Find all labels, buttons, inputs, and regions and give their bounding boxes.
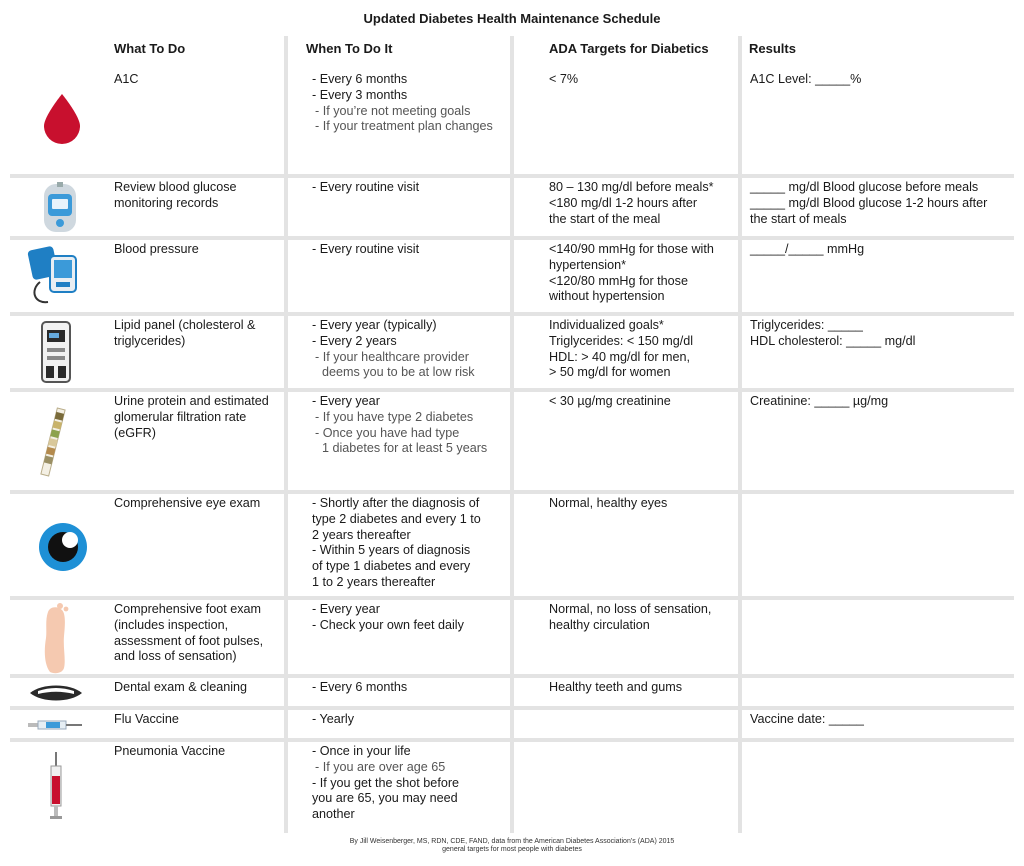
results-cell-line: Triglycerides: _____: [750, 318, 863, 332]
results-cell-line: _____ mg/dl Blood glucose 1-2 hours after: [750, 195, 988, 210]
what-to-do-cell-line: Review blood glucose: [114, 180, 237, 194]
when-to-do-it-cell: [284, 70, 510, 174]
ada-target-cell-line: Normal, no loss of sensation,: [549, 602, 712, 616]
when-to-do-it-cell-line: - Every 2 years: [312, 333, 397, 348]
results-cell-line: A1C Level: _____%: [750, 72, 862, 86]
table-row: [10, 678, 1014, 710]
header-divider: [284, 36, 288, 70]
when-to-do-it-cell: [284, 392, 510, 490]
ada-target-cell-line: the start of the meal: [549, 211, 661, 226]
blood-pressure-cuff-icon: [26, 244, 82, 313]
what-to-do-cell-line: Dental exam & cleaning: [114, 680, 248, 694]
when-to-do-it-cell-line: - Every year (typically): [312, 318, 437, 332]
when-to-do-it-cell-line: - Every year: [312, 602, 380, 616]
what-to-do-cell-line: Blood pressure: [114, 242, 199, 256]
ada-target-cell: [510, 678, 738, 706]
results-cell-line: HDL cholesterol: _____ mg/dl: [750, 333, 916, 348]
ada-target-cell: [510, 70, 738, 174]
ada-target-cell: [510, 710, 738, 738]
when-to-do-it-cell-line: - If you have type 2 diabetes: [315, 409, 474, 424]
ada-target-cell-line: <120/80 mmHg for those: [549, 273, 688, 288]
when-to-do-it-cell-line: 1 diabetes for at least 5 years: [315, 441, 488, 456]
results-cell: [738, 678, 1014, 706]
what-to-do-cell-line: Pneumonia Vaccine: [114, 744, 226, 758]
mouth-icon: [28, 683, 84, 708]
ada-target-cell: [510, 240, 738, 312]
what-to-do-cell-line: triglycerides): [114, 333, 186, 348]
what-to-do-cell-line: Urine protein and estimated: [114, 394, 269, 408]
what-to-do-cell-line: Comprehensive foot exam: [114, 602, 261, 616]
header-divider: [738, 36, 742, 70]
when-to-do-it-cell: [284, 178, 510, 236]
header-when-to-do-it: When To Do It: [306, 41, 393, 56]
ada-target-cell-line: < 30 µg/mg creatinine: [549, 394, 671, 408]
ada-target-cell: [510, 316, 738, 388]
when-to-do-it-cell-line: of type 1 diabetes and every: [312, 559, 471, 574]
blood-drop-icon: [40, 92, 84, 149]
syringe-icon: [28, 718, 84, 737]
table-row: [10, 742, 1014, 837]
table-row: [10, 70, 1014, 178]
what-to-do-cell: [114, 600, 284, 674]
when-to-do-it-cell-line: - Shortly after the diagnosis of: [312, 496, 480, 510]
results-cell: [738, 494, 1014, 596]
when-to-do-it-cell-line: type 2 diabetes and every 1 to: [312, 511, 481, 526]
when-to-do-it-cell: [284, 678, 510, 706]
results-cell: [738, 178, 1014, 236]
ada-target-cell-line: Normal, healthy eyes: [549, 496, 668, 510]
ada-target-cell: [510, 742, 738, 833]
row-icon-cell: [10, 710, 104, 738]
results-cell: [738, 710, 1014, 738]
table-row: [10, 316, 1014, 392]
table-row: [10, 710, 1014, 742]
ada-target-cell-line: > 50 mg/dl for women: [549, 365, 671, 380]
when-to-do-it-cell: [284, 710, 510, 738]
ada-target-cell-line: <140/90 mmHg for those with: [549, 242, 714, 256]
what-to-do-cell: [114, 710, 284, 738]
when-to-do-it-cell-line: - If you are over age 65: [315, 759, 446, 774]
what-to-do-cell: [114, 494, 284, 596]
when-to-do-it-cell-line: - If your healthcare provider: [315, 349, 469, 364]
what-to-do-cell-line: (eGFR): [114, 425, 156, 440]
when-to-do-it-cell-line: 2 years thereafter: [312, 527, 411, 542]
results-cell-line: _____/_____ mmHg: [750, 242, 865, 256]
results-cell-line: Creatinine: _____ µg/mg: [750, 394, 889, 408]
what-to-do-cell-line: (includes inspection,: [114, 617, 229, 632]
results-cell: [738, 70, 1014, 174]
when-to-do-it-cell-line: - Every year: [312, 394, 380, 408]
header-divider: [510, 36, 514, 70]
row-icon-cell: [10, 392, 104, 490]
when-to-do-it-cell-line: - Check your own feet daily: [312, 617, 464, 632]
when-to-do-it-cell-line: deems you to be at low risk: [315, 365, 475, 380]
ada-target-cell-line: Triglycerides: < 150 mg/dl: [549, 333, 694, 348]
footer-note: general targets for most people with diabetes: [442, 846, 582, 853]
when-to-do-it-cell: [284, 600, 510, 674]
when-to-do-it-cell-line: you are 65, you may need: [312, 791, 458, 806]
table-row: [10, 392, 1014, 494]
what-to-do-cell-line: monitoring records: [114, 195, 219, 210]
what-to-do-cell-line: assessment of foot pulses,: [114, 633, 264, 648]
glucose-meter-icon: [40, 182, 80, 239]
table-row: [10, 240, 1014, 316]
when-to-do-it-cell-line: - Every 3 months: [312, 87, 408, 102]
when-to-do-it-cell-line: - Within 5 years of diagnosis: [312, 543, 471, 558]
when-to-do-it-cell: [284, 316, 510, 388]
when-to-do-it-cell-line: another: [312, 807, 355, 822]
what-to-do-cell: [114, 742, 284, 833]
ada-target-cell: [510, 600, 738, 674]
ada-target-cell: [510, 494, 738, 596]
when-to-do-it-cell-line: - Yearly: [312, 712, 355, 726]
ada-target-cell: [510, 392, 738, 490]
what-to-do-cell: [114, 178, 284, 236]
row-icon-cell: [10, 70, 104, 174]
foot-icon: [40, 602, 74, 679]
when-to-do-it-cell-line: - Once you have had type: [315, 425, 460, 440]
ada-target-cell-line: without hypertension: [549, 289, 665, 304]
ada-target-cell-line: <180 mg/dl 1-2 hours after: [549, 195, 698, 210]
when-to-do-it-cell-line: - Every 6 months: [312, 680, 408, 694]
what-to-do-cell: [114, 316, 284, 388]
results-cell: [738, 742, 1014, 833]
row-icon-cell: [10, 316, 104, 388]
results-cell: [738, 316, 1014, 388]
ada-target-cell-line: HDL: > 40 mg/dl for men,: [549, 349, 691, 364]
results-cell: [738, 600, 1014, 674]
header-ada-targets: ADA Targets for Diabetics: [549, 41, 709, 56]
when-to-do-it-cell-line: - Once in your life: [312, 744, 411, 758]
urine-test-strip-icon: [38, 406, 68, 483]
when-to-do-it-cell-line: - If your treatment plan changes: [315, 119, 493, 134]
when-to-do-it-cell-line: - If you’re not meeting goals: [315, 103, 471, 118]
row-icon-cell: [10, 178, 104, 236]
table-row: [10, 178, 1014, 240]
when-to-do-it-cell-line: - Every routine visit: [312, 242, 420, 256]
ada-target-cell-line: < 7%: [549, 72, 579, 86]
vertical-syringe-icon: [48, 752, 64, 827]
results-cell-line: Vaccine date: _____: [750, 712, 864, 726]
what-to-do-cell-line: Flu Vaccine: [114, 712, 179, 726]
row-icon-cell: [10, 494, 104, 596]
header-results: Results: [749, 41, 796, 56]
ada-target-cell-line: Healthy teeth and gums: [549, 680, 683, 694]
when-to-do-it-cell-line: 1 to 2 years thereafter: [312, 574, 436, 589]
when-to-do-it-cell: [284, 240, 510, 312]
row-icon-cell: [10, 600, 104, 674]
header-what-to-do: What To Do: [114, 41, 186, 56]
when-to-do-it-cell: [284, 742, 510, 833]
lipid-analyzer-icon: [38, 320, 74, 389]
row-icon-cell: [10, 240, 104, 312]
results-cell: [738, 392, 1014, 490]
ada-target-cell-line: healthy circulation: [549, 617, 650, 632]
footer-credit: By Jill Weisenberger, MS, RDN, CDE, FAND, data from the American Diabetes Association’s (ADA) 2015: [349, 838, 675, 845]
table-row: [10, 494, 1014, 600]
eye-icon: [38, 522, 88, 577]
results-cell-line: _____ mg/dl Blood glucose before meals: [750, 180, 979, 194]
what-to-do-cell: [114, 70, 284, 174]
ada-target-cell-line: 80 – 130 mg/dl before meals*: [549, 180, 714, 194]
when-to-do-it-cell: [284, 494, 510, 596]
what-to-do-cell-line: and loss of sensation): [114, 649, 237, 664]
what-to-do-cell-line: glomerular filtration rate: [114, 409, 247, 424]
what-to-do-cell-line: Comprehensive eye exam: [114, 496, 261, 510]
ada-target-cell-line: Individualized goals*: [549, 318, 664, 332]
page-title: Updated Diabetes Health Maintenance Schedule: [363, 11, 661, 26]
results-cell: [738, 240, 1014, 312]
when-to-do-it-cell-line: - If you get the shot before: [312, 775, 460, 790]
what-to-do-cell: [114, 678, 284, 706]
row-icon-cell: [10, 742, 104, 833]
when-to-do-it-cell-line: - Every routine visit: [312, 180, 420, 194]
results-cell-line: the start of meals: [750, 211, 847, 226]
what-to-do-cell: [114, 240, 284, 312]
ada-target-cell-line: hypertension*: [549, 257, 627, 272]
what-to-do-cell-line: Lipid panel (cholesterol &: [114, 318, 256, 332]
what-to-do-cell-line: A1C: [114, 72, 139, 86]
ada-target-cell: [510, 178, 738, 236]
what-to-do-cell: [114, 392, 284, 490]
when-to-do-it-cell-line: - Every 6 months: [312, 72, 408, 86]
row-icon-cell: [10, 678, 104, 706]
table-row: [10, 600, 1014, 678]
